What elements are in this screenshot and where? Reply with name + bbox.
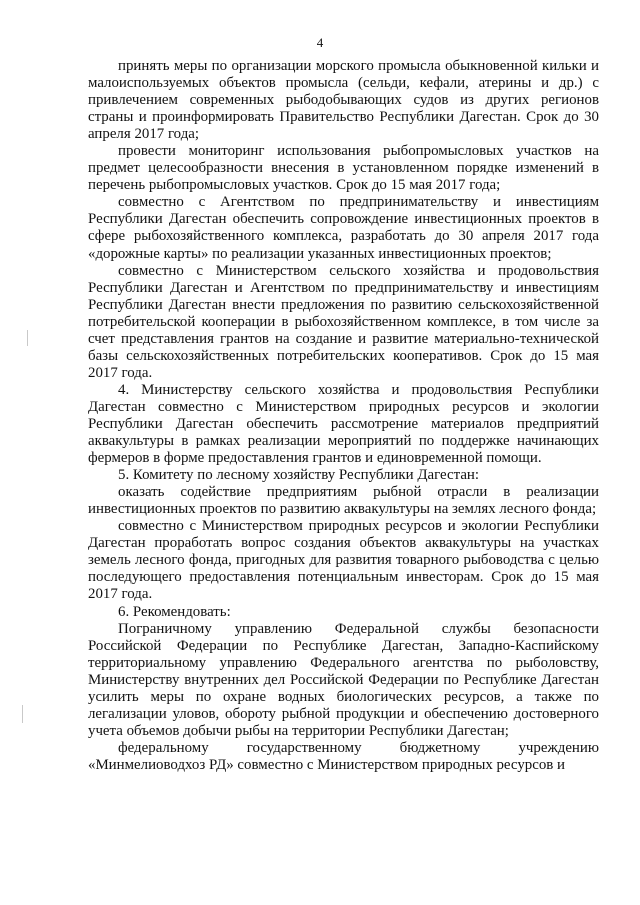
paragraph-4: совместно с Министерством сельского хозяйства и продовольствия Республики Дагестан и Агентством по предпринимательству и инвестициям Республики Дагестан внести предложения по развитию сельскохозяйственной потребительской кооперации в рыбохозяйственном комплексе, в том числе за счет представления грантов на создание и развитие материально-технической базы сельскохозяйственных потребительских кооперативов. Срок до 15 мая 2017 года.	[88, 262, 599, 381]
paragraph-10: Пограничному управлению Федеральной службы безопасности Российской Федерации по Республике Дагестан, Западно-Каспийскому территориальному управлению Федерального агентства по рыболовству, Министерству внутренних дел Российской Федерации по Республике Дагестан усилить меры по охране водных биологических ресурсов, а также по легализации уловов, обороту рыбной продукции и обеспечению достоверного учета объемов добычи рыбы на территории Республики Дагестан;	[88, 620, 599, 739]
paragraph-9: 6. Рекомендовать:	[118, 603, 231, 620]
paragraph-8: совместно с Министерством природных ресурсов и экологии Республики Дагестан проработать вопрос создания объектов аквакультуры на участках земель лесного фонда, пригодных для развития товарного рыбоводства с целью последующего предоставления потенциальным инвесторам. Срок до 15 мая 2017 года.	[88, 518, 599, 603]
paragraph-2: провести мониторинг использования рыбопромысловых участков на предмет целесообразности внесения в установленном порядке изменений в перечень рыбопромысловых участков. Срок до 15 мая 2017 года;	[88, 143, 599, 194]
paragraph-11: федеральному государственному бюджетному учреждению «Минмелиоводхоз РД» совместно с Министерством природных ресурсов и	[88, 739, 599, 773]
paragraph-6: 5. Комитету по лесному хозяйству Республики Дагестан:	[118, 467, 480, 484]
paragraph-5: 4. Министерству сельского хозяйства и продовольствия Республики Дагестан совместно с Министерством природных ресурсов и экологии Республики Дагестан обеспечить рассмотрение материалов предприятий аквакультуры в рамках реализации мероприятий по поддержке начинающих фермеров в форме предоставления грантов и единовременной помощи.	[88, 381, 599, 467]
paragraph-3: совместно с Агентством по предпринимательству и инвестициям Республики Дагестан обеспечить сопровождение инвестиционных проектов в сфере рыбохозяйственного комплекса, разработать до 30 апреля 2017 года «дорожные карты» по реализации указанных инвестиционных проектов;	[88, 194, 599, 262]
paragraph-7: оказать содействие предприятиям рыбной отрасли в реализации инвестиционных проектов по развитию аквакультуры на землях лесного фонда;	[88, 484, 599, 518]
page-number: 4	[316, 35, 324, 50]
document-body	[88, 58, 599, 774]
scan-artifact-mark	[27, 330, 28, 346]
scan-artifact-mark	[22, 705, 23, 723]
paragraph-1: принять меры по организации морского промысла обыкновенной кильки и малоиспользуемых объектов промысла (сельди, кефали, атерины и др.) с привлечением современных рыбодобывающих судов из других регионов страны и проинформировать Правительство Республики Дагестан. Срок до 30 апреля 2017 года;	[88, 58, 599, 143]
